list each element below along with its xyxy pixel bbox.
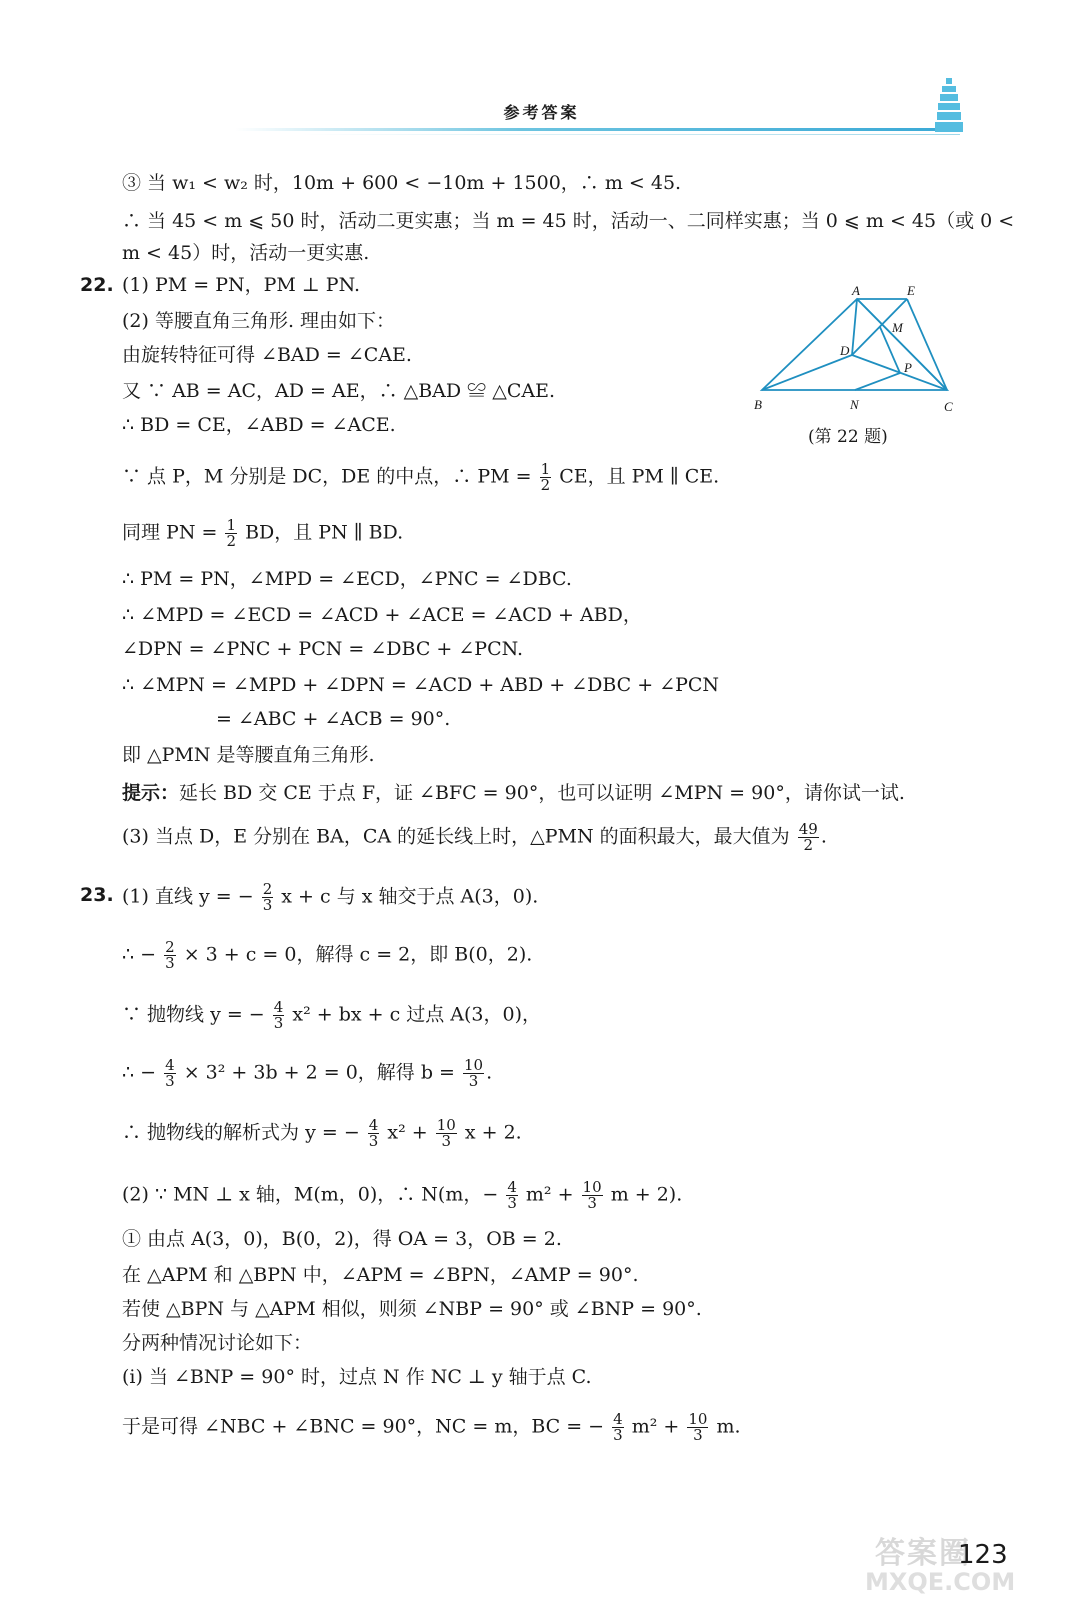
header-rule-thin <box>300 134 960 135</box>
text-segment: 于是可得 ∠NBC + ∠BNC = 90°，NC = m，BC = − <box>122 1415 605 1438</box>
label-m: M <box>892 320 903 335</box>
text-line: 由旋转特征可得 ∠BAD = ∠CAE. <box>122 344 412 366</box>
text-line: m < 45）时，活动一更实惠. <box>122 242 370 264</box>
text-segment: x² + <box>387 1121 428 1144</box>
denominator: 3 <box>165 954 175 972</box>
text-line: = ∠ABC + ∠ACB = 90°. <box>216 708 451 730</box>
denominator: 3 <box>273 1014 284 1032</box>
text-line <box>122 1000 541 1031</box>
numerator: 10 <box>464 1056 484 1074</box>
text-line: 分两种情况讨论如下： <box>122 1332 313 1354</box>
text-line <box>122 882 538 913</box>
text-segment: (3) 当点 D，E 分别在 BA，CA 的延长线上时，△PMN 的面积最大，最大值为 <box>122 825 790 848</box>
text-segment: m² + <box>525 1183 574 1206</box>
text-segment: . <box>820 825 827 848</box>
text-line: (i) 当 ∠BNP = 90° 时，过点 N 作 NC ⊥ y 轴于点 C. <box>122 1366 592 1388</box>
denominator: 3 <box>468 1072 479 1090</box>
figure-caption: (第 22 题) <box>808 427 888 447</box>
text-segment: 同理 PN = <box>122 521 218 544</box>
numerator: 49 <box>798 820 818 838</box>
numerator: 4 <box>613 1410 623 1428</box>
fraction <box>798 822 819 853</box>
geometry-figure <box>752 285 972 420</box>
fraction <box>273 1000 285 1031</box>
denominator: 3 <box>165 1072 175 1090</box>
fraction <box>612 1412 624 1443</box>
text-line: ① 由点 A(3，0)，B(0，2)，得 OA = 3，OB = 2. <box>122 1228 562 1250</box>
text-line <box>122 1058 492 1089</box>
hint-label: 提示： <box>122 782 180 804</box>
denominator: 3 <box>368 1132 379 1150</box>
numerator: 1 <box>540 460 551 478</box>
fraction <box>368 1118 380 1149</box>
text-line <box>122 1118 522 1149</box>
denominator: 3 <box>613 1426 623 1444</box>
text-segment: m² + <box>631 1415 680 1438</box>
text-line: 若使 △BPN 与 △APM 相似，则须 ∠NBP = 90° 或 ∠BNP = 90°. <box>122 1298 702 1320</box>
numerator: 10 <box>582 1178 602 1196</box>
text-line <box>122 780 905 806</box>
text-segment: ∴ − <box>122 1061 157 1084</box>
text-line: (2) 等腰直角三角形. 理由如下： <box>122 310 396 332</box>
label-c: C <box>944 399 953 414</box>
segment-np <box>855 373 900 390</box>
numerator: 1 <box>226 516 237 534</box>
question-number: 23. <box>80 884 114 906</box>
numerator: 4 <box>273 998 284 1016</box>
watermark-url: MXQE.COM <box>865 1568 1016 1596</box>
text-segment: × 3 + c = 0，解得 c = 2，即 B(0，2). <box>183 943 533 966</box>
text-line: ③ 当 w₁ < w₂ 时，10m + 600 < −10m + 1500，∴ m < 45. <box>122 172 682 194</box>
pagoda-icon <box>933 78 965 136</box>
denominator: 3 <box>507 1194 517 1212</box>
fraction <box>687 1412 708 1443</box>
text-segment: × 3² + 3b + 2 = 0，解得 b = <box>183 1061 455 1084</box>
text-line: 即 △PMN 是等腰直角三角形. <box>122 744 375 766</box>
fraction <box>506 1180 518 1211</box>
text-line: ∴ BD = CE，∠ABD = ∠ACE. <box>122 414 396 436</box>
label-a: A <box>852 285 860 298</box>
text-segment: (1) 直线 y = − <box>122 885 254 908</box>
fraction <box>582 1180 603 1211</box>
text-line <box>122 462 719 493</box>
text-segment: m. <box>716 1415 741 1438</box>
fraction <box>540 462 552 493</box>
page-number: 123 <box>958 1540 1008 1570</box>
text-line: ∴ ∠MPD = ∠ECD = ∠ACD + ∠ACE = ∠ACD + ABD， <box>122 604 642 626</box>
fraction <box>164 1058 176 1089</box>
text-line: 又 ∵ AB = AC，AD = AE，∴ △BAD ≌ △CAE. <box>122 380 555 402</box>
denominator: 3 <box>441 1132 452 1150</box>
text-segment: m + 2). <box>610 1183 683 1206</box>
text-line <box>122 1180 682 1211</box>
fraction <box>262 882 274 913</box>
watermark: 答案圈 <box>875 1536 971 1571</box>
denominator: 2 <box>540 476 551 494</box>
header-rule <box>235 128 955 131</box>
denominator: 3 <box>693 1426 703 1444</box>
label-e: E <box>907 285 915 298</box>
fraction <box>463 1058 484 1089</box>
question-number: 22. <box>80 274 114 296</box>
numerator: 2 <box>262 880 273 898</box>
text-segment: ∵ 点 P，M 分别是 DC，DE 的中点，∴ PM = <box>122 465 532 488</box>
text-segment: ∵ 抛物线 y = − <box>122 1003 265 1026</box>
triangle-abc <box>762 299 947 390</box>
text-line: 在 △APM 和 △BPN 中，∠APM = ∠BPN，∠AMP = 90°. <box>122 1264 639 1286</box>
denominator: 2 <box>226 532 237 550</box>
denominator: 3 <box>587 1194 597 1212</box>
text-segment: CE，且 PM ∥ CE. <box>559 465 720 488</box>
segment-ec <box>907 299 947 390</box>
segment-bd <box>762 355 852 390</box>
text-segment: x + 2. <box>464 1121 522 1144</box>
fraction <box>436 1118 457 1149</box>
numerator: 4 <box>507 1178 517 1196</box>
page-header-title: 参考答案 <box>503 103 580 122</box>
text-segment: ∴ − <box>122 943 157 966</box>
text-segment: ∴ 抛物线的解析式为 y = − <box>122 1121 360 1144</box>
numerator: 2 <box>165 938 175 956</box>
text-line: ∴ 当 45 < m ⩽ 50 时，活动二更实惠；当 m = 45 时，活动一、二同样实惠；当 0 ⩽ m < 45（或 0 < <box>122 210 1015 232</box>
text-line: ∴ ∠MPN = ∠MPD + ∠DPN = ∠ACD + ABD + ∠DBC + ∠PCN <box>122 674 720 696</box>
numerator: 4 <box>368 1116 379 1134</box>
numerator: 4 <box>165 1056 175 1074</box>
text-line <box>122 940 532 971</box>
fraction <box>225 518 237 549</box>
text-line: (1) PM = PN，PM ⊥ PN. <box>122 274 361 296</box>
denominator: 3 <box>262 896 273 914</box>
text-line: ∴ PM = PN，∠MPD = ∠ECD，∠PNC = ∠DBC. <box>122 568 572 590</box>
numerator: 10 <box>436 1116 456 1134</box>
label-b: B <box>754 397 762 412</box>
fraction <box>164 940 176 971</box>
text-segment: . <box>486 1061 493 1084</box>
segment-ac <box>857 299 947 390</box>
label-n: N <box>850 397 859 412</box>
text-segment: x + c 与 x 轴交于点 A(3，0). <box>281 885 539 908</box>
denominator: 2 <box>803 836 814 854</box>
label-p: P <box>904 360 912 375</box>
label-d: D <box>840 343 850 358</box>
text-segment: x² + bx + c 过点 A(3，0)， <box>292 1003 542 1026</box>
text-line <box>122 822 827 853</box>
text-segment: 延长 BD 交 CE 于点 F，证 ∠BFC = 90°，也可以证明 ∠MPN = 90°，请你试一试. <box>179 782 905 804</box>
text-line <box>122 518 403 549</box>
text-line <box>122 1412 741 1443</box>
text-segment: BD，且 PN ∥ BD. <box>245 521 404 544</box>
segment-ad <box>852 299 857 355</box>
numerator: 10 <box>688 1410 708 1428</box>
text-segment: (2) ∵ MN ⊥ x 轴，M(m，0)，∴ N(m，− <box>122 1183 499 1206</box>
text-line: ∠DPN = ∠PNC + PCN = ∠DBC + ∠PCN. <box>122 638 524 660</box>
